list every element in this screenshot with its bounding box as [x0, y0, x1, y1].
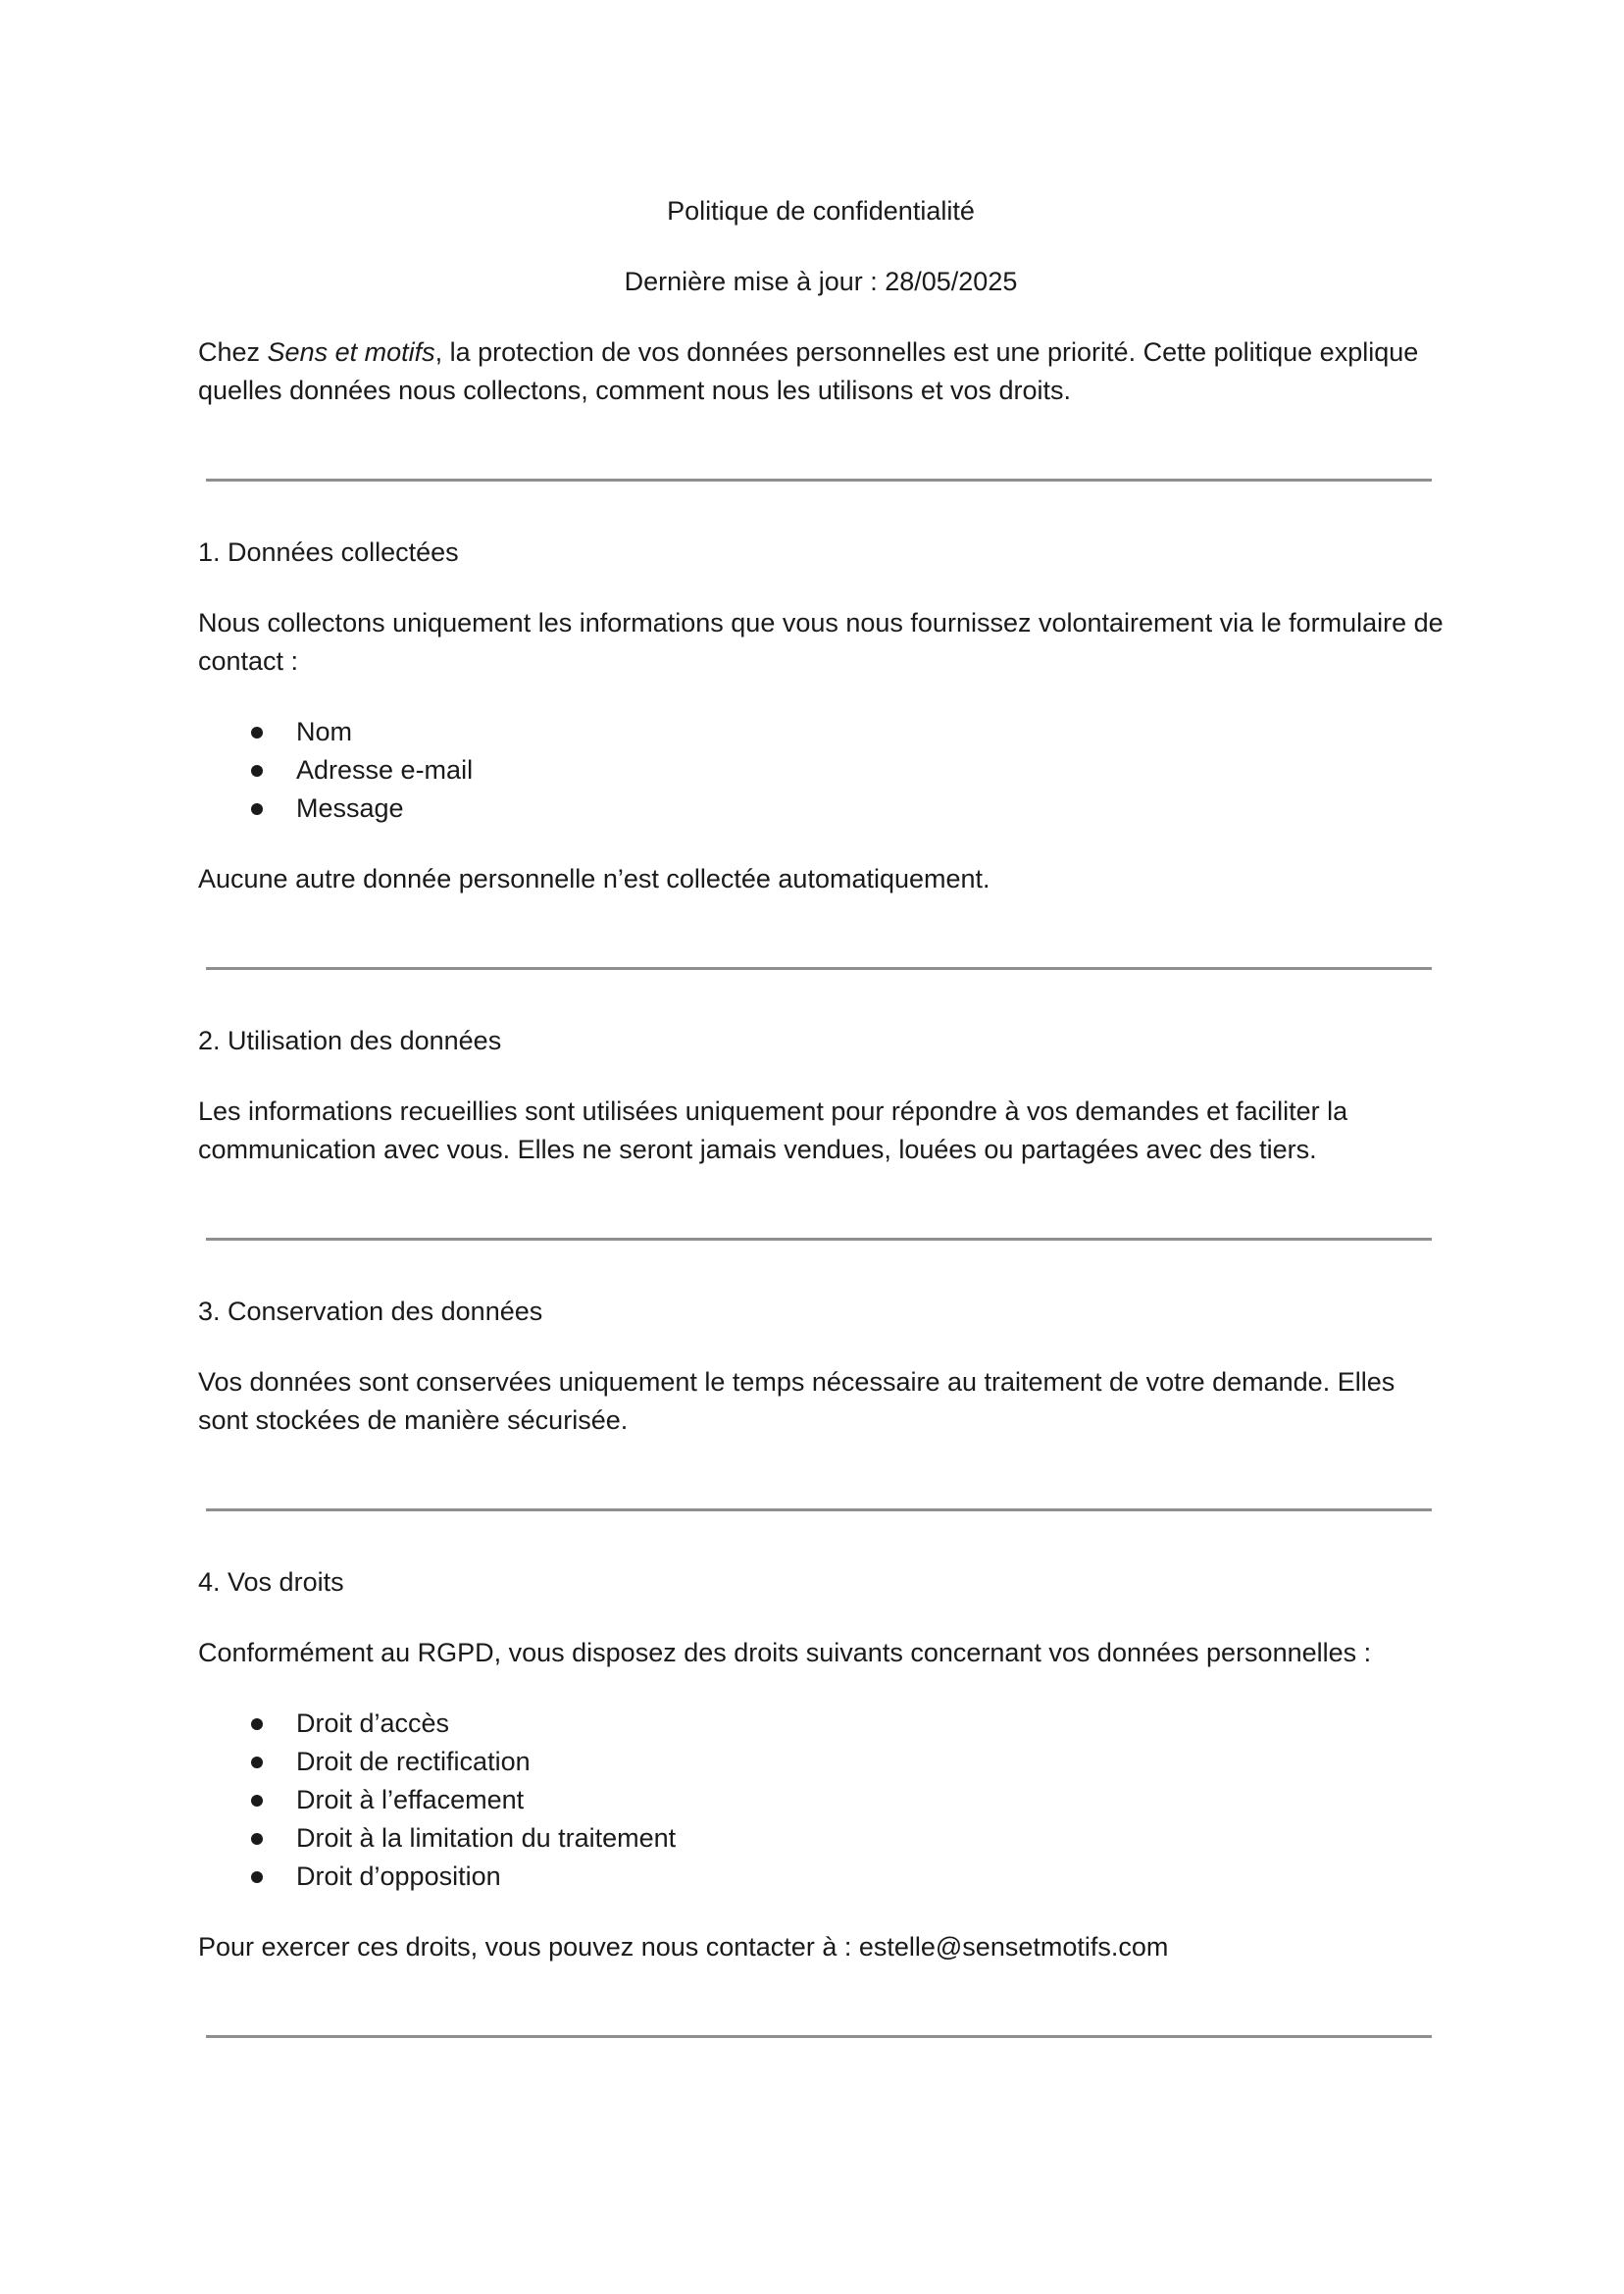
section-paragraph: Nous collectons uniquement les informations que vous nous fournissez volontairement via le formulaire de contact :	[198, 608, 1444, 676]
bullet-icon	[251, 1757, 263, 1768]
section-divider	[206, 2035, 1432, 2038]
list-item: Droit d’opposition	[198, 1858, 1444, 1896]
list-item: Droit d’accès	[198, 1705, 1444, 1743]
contact-email-link[interactable]: estelle@sensetmotifs.com	[858, 1932, 1169, 1962]
section-divider	[206, 1238, 1432, 1241]
bullet-icon	[251, 1718, 263, 1730]
section-closing: Aucune autre donnée personnelle n’est collectée automatiquement.	[198, 864, 990, 893]
bullet-icon	[251, 1871, 263, 1883]
section-heading-data-collected: 1. Données collectées	[198, 537, 459, 567]
intro-before: Chez	[198, 337, 268, 367]
bullet-icon	[251, 803, 263, 815]
list-item: Nom	[198, 713, 1444, 751]
bullet-icon	[251, 1833, 263, 1845]
list-item: Droit à l’effacement	[198, 1781, 1444, 1819]
list-item: Droit à la limitation du traitement	[198, 1819, 1444, 1858]
list-item: Adresse e-mail	[198, 751, 1444, 790]
intro-after: , la protection de vos données personnelles est une priorité. Cette politique explique quelles données nous collectons, comment nous les utilisons et vos droits.	[198, 337, 1419, 405]
section-heading-data-retention: 3. Conservation des données	[198, 1297, 543, 1326]
section-divider	[206, 967, 1432, 970]
section-divider	[206, 1508, 1432, 1511]
section-heading-your-rights: 4. Vos droits	[198, 1567, 344, 1597]
last-updated-date: Dernière mise à jour : 28/05/2025	[624, 267, 1018, 296]
section-paragraph: Vos données sont conservées uniquement le temps nécessaire au traitement de votre demande. Elles sont stockées de manière sécurisée.	[198, 1367, 1396, 1435]
section-heading-data-usage: 2. Utilisation des données	[198, 1026, 502, 1055]
brand-name: Sens et motifs	[267, 337, 435, 367]
rights-list	[198, 1705, 1444, 1896]
page-title: Politique de confidentialité	[667, 196, 975, 226]
document-body	[198, 192, 1444, 2038]
collected-data-list	[198, 713, 1444, 828]
contact-prefix: Pour exercer ces droits, vous pouvez nous contacter à :	[198, 1932, 859, 1962]
list-item: Droit de rectification	[198, 1743, 1444, 1781]
section-paragraph: Les informations recueillies sont utilisées uniquement pour répondre à vos demandes et faciliter la communication avec vous. Elles ne seront jamais vendues, louées ou partagées avec des tiers.	[198, 1096, 1348, 1164]
section-divider	[206, 479, 1432, 482]
list-item: Message	[198, 790, 1444, 828]
section-paragraph: Conformément au RGPD, vous disposez des droits suivants concernant vos données personnelles :	[198, 1638, 1372, 1667]
bullet-icon	[251, 727, 263, 739]
bullet-icon	[251, 765, 263, 777]
contact-line	[198, 1928, 1444, 1966]
intro-paragraph	[198, 333, 1444, 410]
bullet-icon	[251, 1795, 263, 1807]
